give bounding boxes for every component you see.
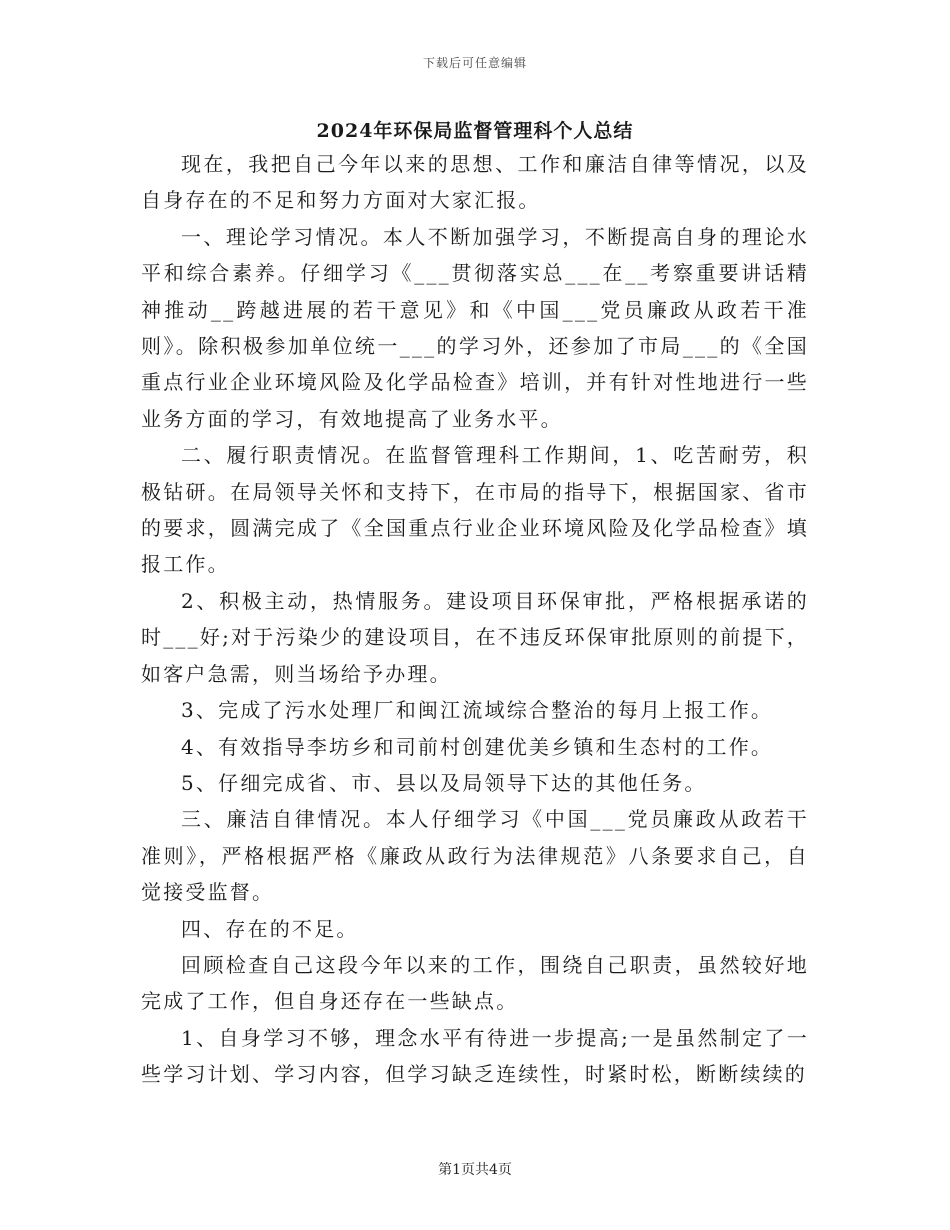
paragraph-review: 回顾检查自己这段今年以来的工作，围绕自己职责，虽然较好地完成了工作，但自身还存在一些缺点。	[141, 952, 809, 1014]
paragraph-shortcomings-heading: 四、存在的不足。	[181, 916, 359, 941]
document-body	[141, 146, 809, 1093]
paragraph-intro: 现在，我把自己今年以来的思想、工作和廉洁自律等情况，以及自身存在的不足和努力方面对大家汇报。	[141, 152, 809, 213]
paragraph-duty-item-2: 2、积极主动，热情服务。建设项目环保审批，严格根据承诺的时___好;对于污染少的建设项目，在不违反环保审批原则的前提下，如客户急需，则当场给予办理。	[141, 588, 809, 686]
paragraph-duties: 二、履行职责情况。在监督管理科工作期间，1、吃苦耐劳，积极钻研。在局领导关怀和支持下，在市局的指导下，根据国家、省市的要求，圆满完成了《全国重点行业企业环境风险及化学品检查》填报工作。	[141, 443, 809, 577]
paragraph-shortcoming-1: 1、自身学习不够，理念水平有待进一步提高;一是虽然制定了一些学习计划、学习内容，但学习缺乏连续性，时紧时松，断断续续的	[141, 1025, 809, 1087]
paragraph-duty-item-4: 4、有效指导李坊乡和司前村创建优美乡镇和生态村的工作。	[181, 734, 774, 759]
page-header-note: 下载后可任意编辑	[422, 56, 527, 70]
paragraph-duty-item-3: 3、完成了污水处理厂和闽江流域综合整治的每月上报工作。	[181, 698, 774, 723]
page-number: 第1页共4页	[438, 1162, 512, 1178]
paragraph-duty-item-5: 5、仔细完成省、市、县以及局领导下达的其他任务。	[181, 770, 707, 795]
paragraph-theory-study: 一、理论学习情况。本人不断加强学习，不断提高自身的理论水平和综合素养。仔细学习《___贯彻落实总___在__考察重要讲话精神推动__跨越进展的若干意见》和《中国___党员廉政从政若干准则》。除积极参加单位统一___的学习外，还参加了市局___的《全国重点行业企业环境风险及化学品检查》培训，并有针对性地进行一些业务方面的学习，有效地提高了业务水平。	[141, 224, 809, 431]
document-title: 2024年环保局监督管理科个人总结	[316, 120, 634, 142]
paragraph-integrity: 三、廉洁自律情况。本人仔细学习《中国___党员廉政从政若干准则》，严格根据严格《廉政从政行为法律规范》八条要求自己，自觉接受监督。	[141, 807, 809, 905]
